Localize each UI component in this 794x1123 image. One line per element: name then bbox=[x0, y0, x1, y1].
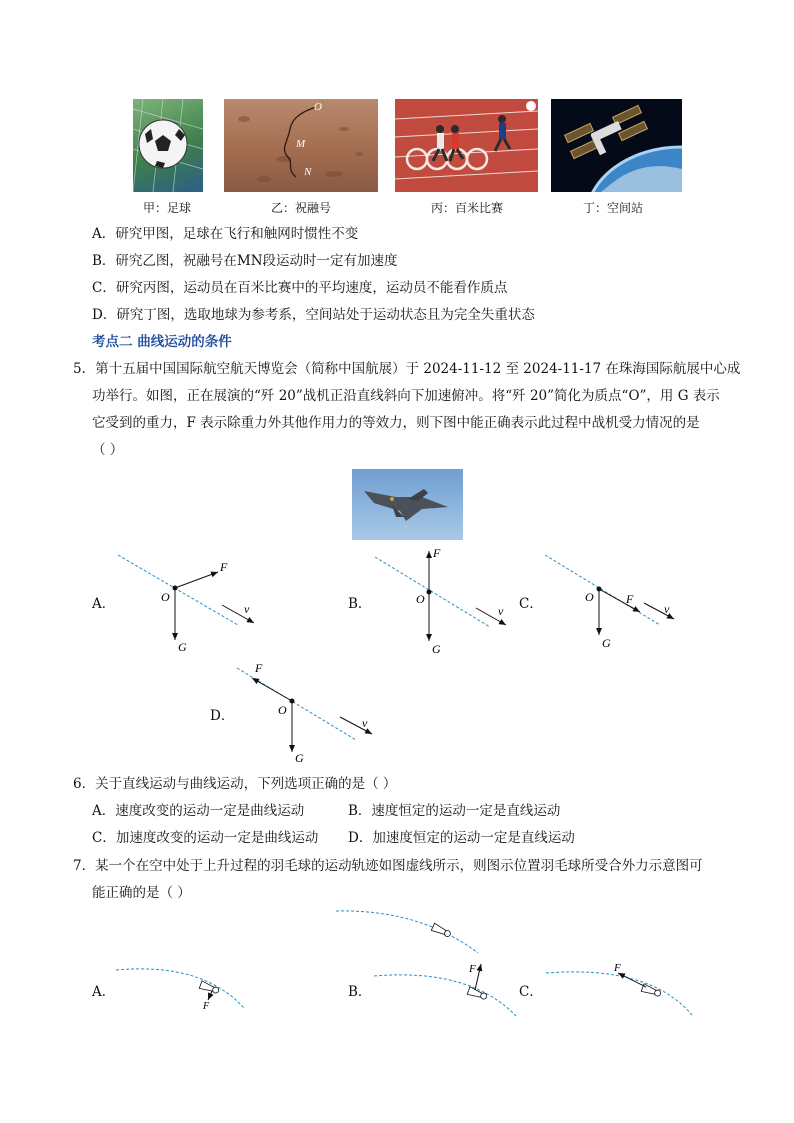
q5-line-3: 它受到的重力，F 表示除重力外其他作用力的等效力，则下图中能正确表示此过程中战机受力情况的是 bbox=[92, 415, 700, 431]
caption-space-station: 丁：空间站 bbox=[583, 201, 644, 215]
photo-football bbox=[133, 99, 203, 192]
q7-option-a-label: A． bbox=[92, 984, 116, 1000]
mars-label-o: O bbox=[314, 101, 322, 113]
photo-100m-race bbox=[395, 99, 538, 192]
q4-option-a: A．研究甲图，足球在飞行和触网时惯性不变 bbox=[92, 226, 359, 242]
label-f: F bbox=[433, 546, 441, 560]
mars-label-n: N bbox=[304, 166, 312, 178]
label-f: F bbox=[469, 963, 476, 975]
q7-diagram-b bbox=[370, 958, 520, 1020]
mars-label-m: M bbox=[296, 138, 306, 150]
q7-line-2: 能正确的是（ ） bbox=[92, 885, 191, 901]
label-o: O bbox=[585, 590, 594, 604]
label-g: G bbox=[602, 636, 611, 650]
q4-option-d: D．研究丁图，选取地球为参考系，空间站处于运动状态且为完全失重状态 bbox=[92, 307, 535, 323]
label-g: G bbox=[432, 642, 441, 656]
photo-j20-fighter bbox=[352, 469, 463, 540]
label-f: F bbox=[626, 592, 634, 606]
q5-diagram-d bbox=[232, 660, 392, 770]
q5-line-4: （ ） bbox=[92, 442, 124, 458]
label-f: F bbox=[255, 661, 263, 675]
q5-option-a-label: A． bbox=[92, 596, 116, 612]
q5-option-b-label: B． bbox=[348, 596, 372, 612]
q5-diagram-b bbox=[370, 545, 520, 660]
label-o: O bbox=[278, 703, 287, 717]
label-v: v bbox=[362, 716, 368, 730]
caption-race: 丙：百米比赛 bbox=[431, 201, 504, 215]
photo-zhurong-mars bbox=[224, 99, 378, 192]
q5-line-2: 功举行。如图，正在展演的“歼 20”战机正沿直线斜向下加速俯冲。将“歼 20”简化为质点“O”，用 G 表示 bbox=[92, 388, 720, 404]
q7-reference-trajectory bbox=[330, 905, 490, 960]
q7-diagram-c bbox=[540, 955, 700, 1020]
q6-stem: 6．关于直线运动与曲线运动，下列选项正确的是（ ） bbox=[73, 776, 397, 792]
q6-option-d: D．加速度恒定的运动一定是直线运动 bbox=[348, 830, 575, 846]
photo-space-station bbox=[551, 99, 682, 192]
label-v: v bbox=[664, 602, 670, 616]
q7-line-1: 7．某一个在空中处于上升过程的羽毛球的运动轨迹如图虚线所示，则图示位置羽毛球所受合外力示意图可 bbox=[73, 858, 703, 874]
q7-option-c-label: C． bbox=[519, 984, 543, 1000]
q7-diagram-a bbox=[112, 958, 252, 1013]
label-g: G bbox=[295, 751, 304, 765]
q5-diagram-c bbox=[540, 545, 690, 660]
caption-zhurong: 乙：祝融号 bbox=[271, 201, 332, 215]
label-o: O bbox=[416, 592, 425, 606]
football-image bbox=[133, 99, 203, 192]
label-v: v bbox=[498, 604, 504, 618]
q4-option-c: C．研究丙图，运动员在百米比赛中的平均速度，运动员不能看作质点 bbox=[92, 280, 508, 296]
q6-option-b: B．速度恒定的运动一定是直线运动 bbox=[348, 803, 561, 819]
label-f: F bbox=[614, 962, 621, 974]
q7-option-b-label: B． bbox=[348, 984, 372, 1000]
label-o: O bbox=[161, 590, 170, 604]
q5-option-d-label: D． bbox=[210, 708, 235, 724]
fighter-image bbox=[352, 469, 463, 540]
q6-option-c: C．加速度改变的运动一定是曲线运动 bbox=[92, 830, 319, 846]
q5-option-c-label: C． bbox=[519, 596, 543, 612]
section-title: 考点二 曲线运动的条件 bbox=[92, 334, 232, 350]
label-g: G bbox=[178, 640, 187, 654]
q4-option-b: B．研究乙图，祝融号在MN段运动时一定有加速度 bbox=[92, 253, 398, 269]
q6-option-a: A．速度改变的运动一定是曲线运动 bbox=[92, 803, 305, 819]
shuttlecock-icon bbox=[431, 923, 452, 938]
q5-diagram-a bbox=[110, 545, 270, 660]
label-f: F bbox=[203, 1001, 210, 1012]
label-f: F bbox=[220, 560, 228, 574]
mars-track-image bbox=[224, 99, 378, 192]
q5-line-1: 5．第十五届中国国际航空航天博览会（简称中国航展）于 2024-11-12 至 2024-11-17 在珠海国际航展中心成 bbox=[73, 361, 741, 377]
label-v: v bbox=[244, 602, 250, 616]
space-station-image bbox=[551, 99, 682, 192]
race-image bbox=[395, 99, 538, 192]
caption-football: 甲：足球 bbox=[143, 201, 192, 215]
